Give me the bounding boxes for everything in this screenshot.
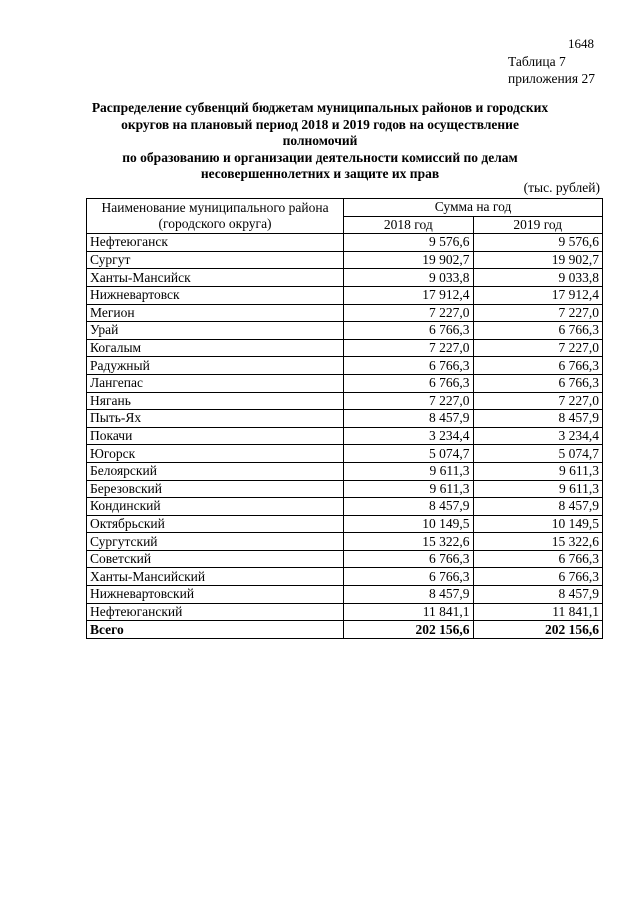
table-row — [87, 586, 603, 604]
amount-2019: 6 766,3 — [473, 322, 602, 340]
appendix-label: приложения 27 — [507, 71, 595, 86]
amount-2019: 10 149,5 — [473, 515, 602, 533]
amount-2019: 8 457,9 — [473, 586, 602, 604]
amount-2018: 9 033,8 — [344, 269, 473, 287]
table-row — [87, 462, 603, 480]
municipality-name: Сургут — [87, 251, 344, 269]
amount-2019: 6 766,3 — [473, 357, 602, 375]
table-row — [87, 568, 603, 586]
table-row — [87, 304, 603, 322]
header-municipality — [87, 199, 344, 234]
amount-2018: 10 149,5 — [344, 515, 473, 533]
municipality-name: Нефтеюганский — [87, 603, 344, 621]
amount-2018: 3 234,4 — [344, 427, 473, 445]
municipality-name: Нижневартовск — [87, 286, 344, 304]
amount-2019: 11 841,1 — [473, 603, 602, 621]
table-row — [87, 498, 603, 516]
amount-2019: 9 611,3 — [473, 462, 602, 480]
table-row — [87, 603, 603, 621]
municipality-name: Ханты-Мансийск — [87, 269, 344, 287]
amount-2018: 8 457,9 — [344, 410, 473, 428]
table-row — [87, 427, 603, 445]
header-row — [87, 199, 603, 217]
amount-2019: 6 766,3 — [473, 568, 602, 586]
municipality-name: Нягань — [87, 392, 344, 410]
amount-2018: 7 227,0 — [344, 392, 473, 410]
table-row — [87, 269, 603, 287]
amount-2019: 6 766,3 — [473, 550, 602, 568]
amount-2019: 7 227,0 — [473, 339, 602, 357]
total-label: Всего — [87, 621, 344, 639]
title-line: округов на плановый период 2018 и 2019 годов на осуществление полномочий — [121, 116, 519, 148]
municipality-name: Покачи — [87, 427, 344, 445]
table-row — [87, 550, 603, 568]
amount-2019: 19 902,7 — [473, 251, 602, 269]
amount-2018: 6 766,3 — [344, 322, 473, 340]
header-municipality-line1: Наименование муниципального района — [101, 200, 329, 216]
amount-2019: 9 033,8 — [473, 269, 602, 287]
total-row — [87, 621, 603, 639]
amount-2019: 3 234,4 — [473, 427, 602, 445]
amount-2018: 8 457,9 — [344, 586, 473, 604]
table-header — [87, 199, 603, 234]
municipality-name: Радужный — [87, 357, 344, 375]
table-row — [87, 410, 603, 428]
table-row — [87, 480, 603, 498]
title-line: по образованию и организации деятельности комиссий по делам — [122, 149, 518, 165]
amount-2019: 6 766,3 — [473, 374, 602, 392]
amount-2019: 7 227,0 — [473, 304, 602, 322]
table-row — [87, 374, 603, 392]
amount-2019: 7 227,0 — [473, 392, 602, 410]
unit-note: (тыс. рублей) — [523, 180, 600, 195]
amount-2019: 15 322,6 — [473, 533, 602, 551]
table-row — [87, 515, 603, 533]
amount-2019: 5 074,7 — [473, 445, 602, 463]
municipality-name: Белоярский — [87, 462, 344, 480]
municipality-name: Мегион — [87, 304, 344, 322]
amount-2019: 8 457,9 — [473, 410, 602, 428]
amount-2019: 17 912,4 — [473, 286, 602, 304]
amount-2018: 6 766,3 — [344, 568, 473, 586]
title-line: Распределение субвенций бюджетам муниципальных районов и городских — [91, 100, 549, 115]
amount-2018: 7 227,0 — [344, 304, 473, 322]
municipality-name: Сургутский — [87, 533, 344, 551]
amount-2018: 7 227,0 — [344, 339, 473, 357]
header-annual-sum: Сумма на год — [344, 199, 603, 217]
table-row — [87, 234, 603, 252]
total-2019: 202 156,6 — [473, 621, 602, 639]
municipality-name: Лангепас — [87, 374, 344, 392]
appendix-reference — [508, 53, 595, 87]
municipality-name: Когалым — [87, 339, 344, 357]
table-row — [87, 286, 603, 304]
amount-2018: 19 902,7 — [344, 251, 473, 269]
title-line: несовершеннолетних и защите их прав — [200, 166, 440, 181]
header-year-2018: 2018 год — [344, 216, 473, 234]
municipality-name: Советский — [87, 550, 344, 568]
table-row — [87, 445, 603, 463]
subvention-table — [86, 198, 603, 639]
municipality-name: Октябрьский — [87, 515, 344, 533]
municipality-name: Кондинский — [87, 498, 344, 516]
amount-2018: 17 912,4 — [344, 286, 473, 304]
table-row — [87, 339, 603, 357]
amount-2018: 8 457,9 — [344, 498, 473, 516]
header-municipality-line2: (городского округа) — [158, 216, 272, 232]
table-label: Таблица 7 — [507, 54, 566, 69]
table-row — [87, 392, 603, 410]
page-number: 1648 — [568, 36, 594, 51]
amount-2019: 9 611,3 — [473, 480, 602, 498]
total-2018: 202 156,6 — [344, 621, 473, 639]
amount-2018: 15 322,6 — [344, 533, 473, 551]
municipality-name: Югорск — [87, 445, 344, 463]
municipality-name: Пыть-Ях — [87, 410, 344, 428]
table-row — [87, 251, 603, 269]
amount-2018: 6 766,3 — [344, 357, 473, 375]
table-row — [87, 533, 603, 551]
municipality-name: Нижневартовский — [87, 586, 344, 604]
municipality-name: Ханты-Мансийский — [87, 568, 344, 586]
amount-2018: 6 766,3 — [344, 374, 473, 392]
amount-2018: 9 576,6 — [344, 234, 473, 252]
document-title — [90, 100, 550, 183]
table-body — [87, 234, 603, 639]
amount-2018: 9 611,3 — [344, 480, 473, 498]
amount-2018: 11 841,1 — [344, 603, 473, 621]
table-row — [87, 322, 603, 340]
amount-2019: 9 576,6 — [473, 234, 602, 252]
table-row — [87, 357, 603, 375]
amount-2018: 5 074,7 — [344, 445, 473, 463]
municipality-name: Урай — [87, 322, 344, 340]
header-year-2019: 2019 год — [473, 216, 602, 234]
amount-2018: 6 766,3 — [344, 550, 473, 568]
amount-2019: 8 457,9 — [473, 498, 602, 516]
municipality-name: Березовский — [87, 480, 344, 498]
amount-2018: 9 611,3 — [344, 462, 473, 480]
municipality-name: Нефтеюганск — [87, 234, 344, 252]
